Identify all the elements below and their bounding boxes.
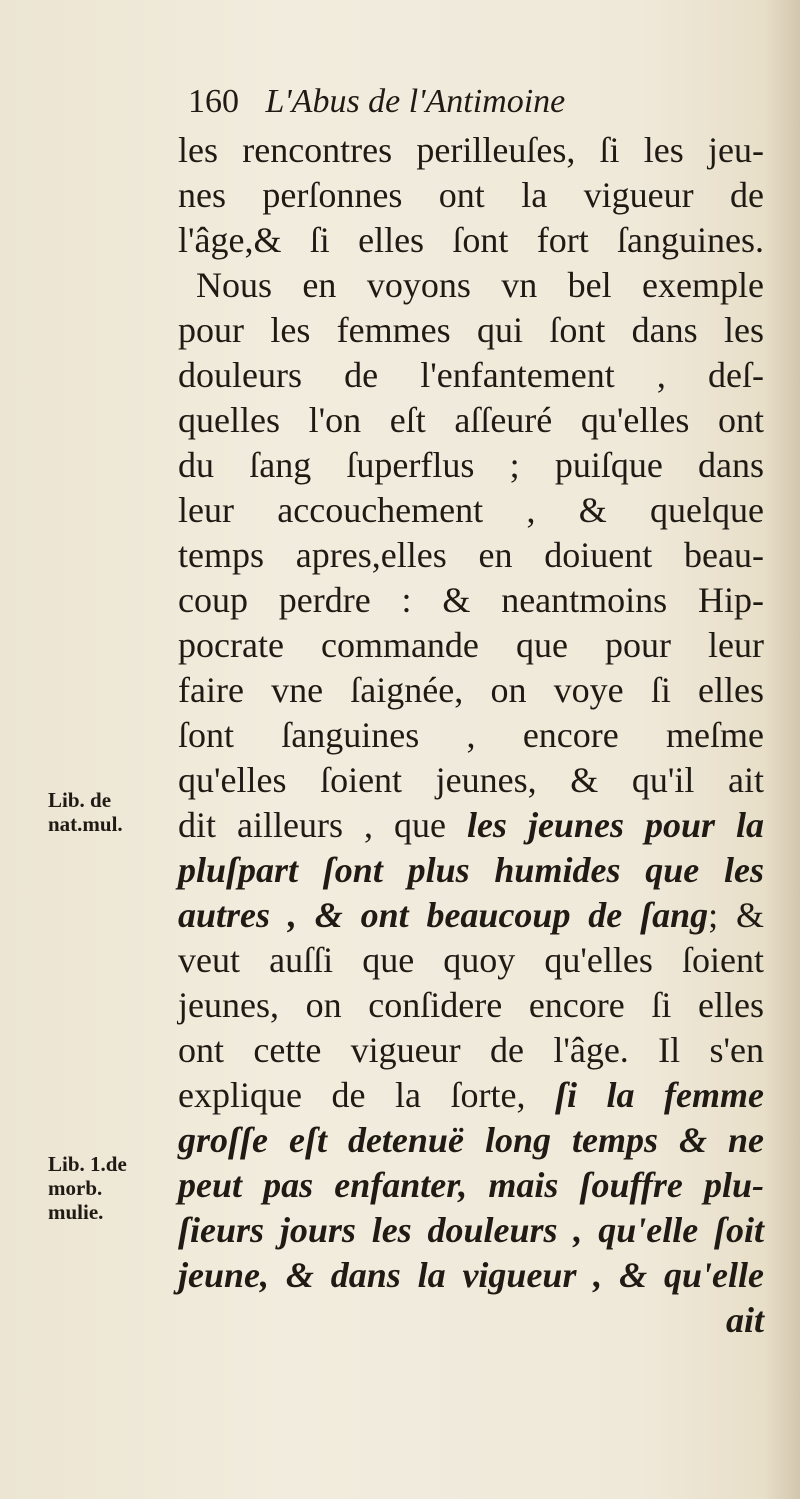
margin-note-line: Lib. 1.de [48,1152,127,1176]
margin-note-line: Lib. de [48,788,112,812]
text-line [178,1073,764,1118]
text-line [178,758,764,803]
text-line [178,533,764,578]
text-run: du ſang ſuperflus ; puiſque dans [178,445,764,485]
text-line [178,488,764,533]
running-title: L'Abus de l'Antimoine [265,83,566,120]
italic-quote: les jeunes pour la [466,805,764,845]
text-line [178,1208,764,1253]
page-edge-shadow [764,0,800,1499]
text-line [178,1298,764,1343]
text-run: leur accouchement , & quelque [178,490,764,530]
text-run: veut auſſi que quoy qu'elles ſoient [178,940,764,980]
text-line [178,1118,764,1163]
italic-quote: ſi la femme [555,1075,764,1115]
text-run: Nous en voyons vn bel exemple [196,265,764,305]
italic-quote: ſieurs jours les douleurs , qu'elle ſoit [178,1210,764,1250]
text-run: dit ailleurs , que [178,805,467,845]
text-line [178,983,764,1028]
text-line [178,848,764,893]
text-run: les rencontres perilleuſes, ſi les jeu- [178,130,764,170]
italic-quote: jeune, & dans la vigueur , & qu'elle [178,1255,764,1295]
text-run: ſont ſanguines , encore meſme [178,715,764,755]
text-line [178,443,764,488]
margin-note-2 [48,1152,168,1224]
text-run: quelles l'on eſt aſſeuré qu'elles ont [178,400,764,440]
text-line [178,218,764,263]
margin-note-1 [48,788,168,836]
text-run: douleurs de l'enfantement , deſ- [178,355,764,395]
text-line [178,173,764,218]
text-line [178,938,764,983]
text-run: explique de la ſorte, [178,1075,555,1115]
text-line [178,1163,764,1208]
margin-note-line: mulie. [48,1200,104,1224]
italic-quote: peut pas enfanter, mais ſouffre plu- [178,1165,764,1205]
text-run: ; & [708,895,764,935]
italic-quote: groſſe eſt detenuë long temps & ne [178,1120,764,1160]
text-run: l'âge,& ſi elles ſont fort ſanguines. [178,220,764,260]
text-line [178,668,764,713]
text-line [178,713,764,758]
text-run: qu'elles ſoient jeunes, & qu'il ait [178,760,764,800]
text-run: pocrate commande que pour leur [178,625,764,665]
margin-note-line: morb. [48,1176,103,1200]
margin-note-line: nat.mul. [48,812,123,836]
running-header [188,80,748,124]
text-line [178,623,764,668]
text-line [178,578,764,623]
text-line [178,128,764,173]
text-line [178,398,764,443]
text-run: jeunes, on conſidere encore ſi elles [178,985,764,1025]
text-run: nes perſonnes ont la vigueur de [178,175,764,215]
page-number: 160 [188,83,239,120]
text-line [178,308,764,353]
italic-quote: pluſpart ſont plus humides que les [178,850,764,890]
italic-quote: autres , & ont beaucoup de ſang [178,895,709,935]
text-line [178,1028,764,1073]
text-line [178,893,764,938]
text-line [178,1253,764,1298]
text-line [178,353,764,398]
text-line [178,263,764,308]
text-run: faire vne ſaignée, on voye ſi elles [178,670,764,710]
italic-quote: ait [725,1300,764,1340]
text-line [178,803,764,848]
text-run: ont cette vigueur de l'âge. Il s'en [178,1030,764,1070]
text-run: temps apres,elles en doiuent beau- [178,535,764,575]
text-run: coup perdre : & neantmoins Hip- [178,580,764,620]
text-run: pour les femmes qui ſont dans les [178,310,764,350]
body-text [178,128,764,1343]
